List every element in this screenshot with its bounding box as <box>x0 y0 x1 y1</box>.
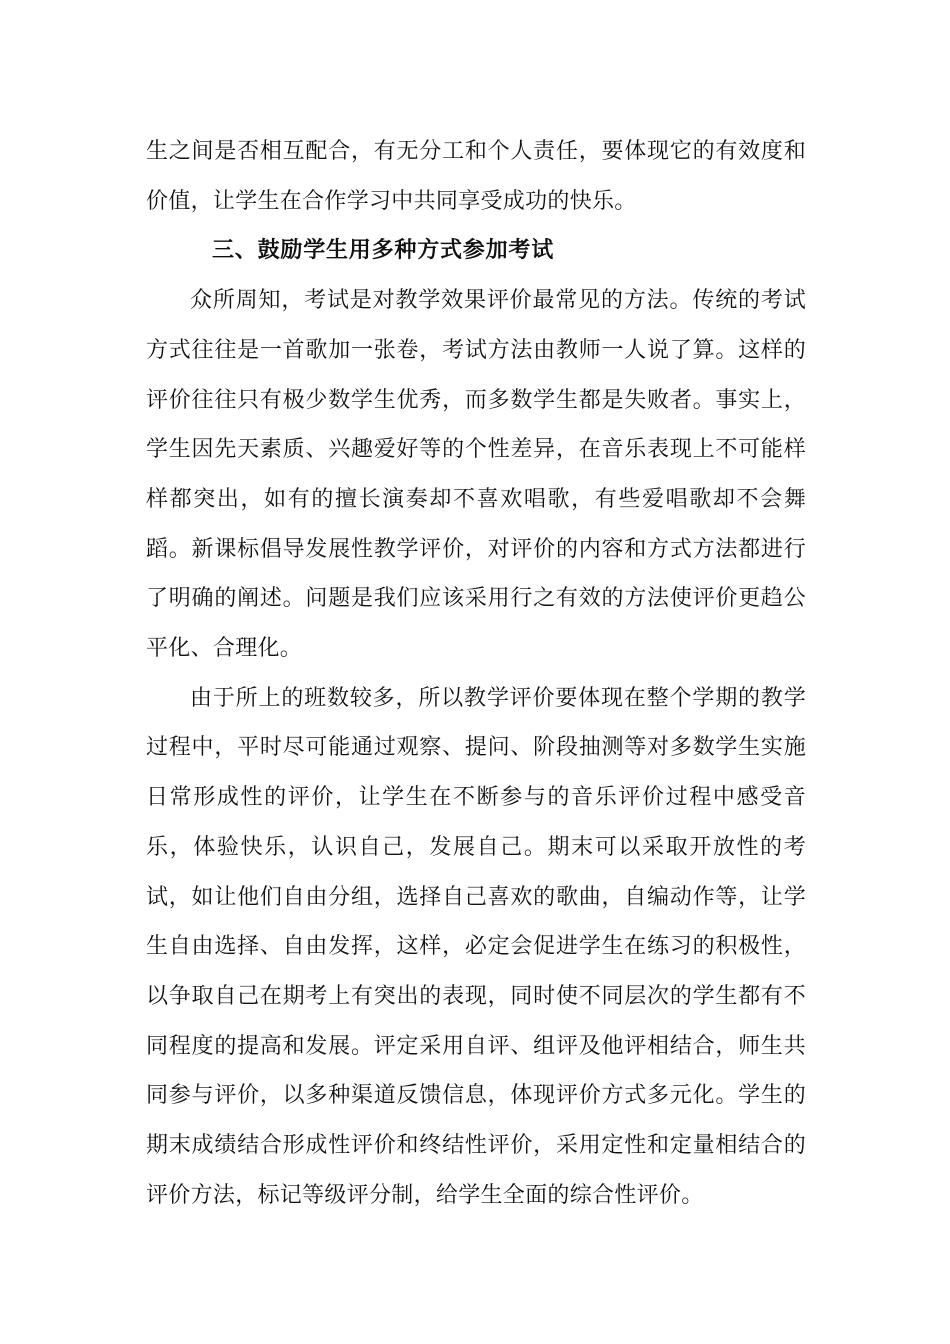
paragraph-continued: 生之间是否相互配合，有无分工和个人责任，要体现它的有效度和价值，让学生在合作学习中共同享受成功的快乐。 <box>146 139 806 214</box>
paragraph-exam-methods: 众所周知，考试是对教学效果评价最常见的方法。传统的考试方式往往是一首歌加一张卷，考试方法由教师一人说了算。这样的评价往往只有极少数学生优秀，而多数学生都是失败者。事实上，学生因先天素质、兴趣爱好等的个性差异，在音乐表现上不可能样样都突出，如有的擅长演奏却不喜欢唱歌，有些爱唱歌却不会舞蹈。新课标倡导发展性教学评价，对评价的内容和方式方法都进行了明确的阐述。问题是我们应该采用行之有效的方法使评价更趋公平化、合理化。 <box>146 288 806 662</box>
document-body <box>146 127 806 1220</box>
paragraph-evaluation-process: 由于所上的班数较多，所以教学评价要体现在整个学期的教学过程中，平时尽可能通过观察、提问、阶段抽测等对多数学生实施日常形成性的评价，让学生在不断参与的音乐评价过程中感受音乐，体验快乐，认识自己，发展自己。期末可以采取开放性的考试，如让他们自由分组，选择自己喜欢的歌曲，自编动作等，让学生自由选择、自由发挥，这样，必定会促进学生在练习的积极性，以争取自己在期考上有突出的表现，同时使不同层次的学生都有不同程度的提高和发展。评定采用自评、组评及他评相结合，师生共同参与评价，以多种渠道反馈信息，体现评价方式多元化。学生的期末成绩结合形成性评价和终结性评价，采用定性和定量相结合的评价方法，标记等级评分制，给学生全面的综合性评价。 <box>146 685 806 1208</box>
section-heading: 三、鼓励学生用多种方式参加考试 <box>212 238 555 264</box>
